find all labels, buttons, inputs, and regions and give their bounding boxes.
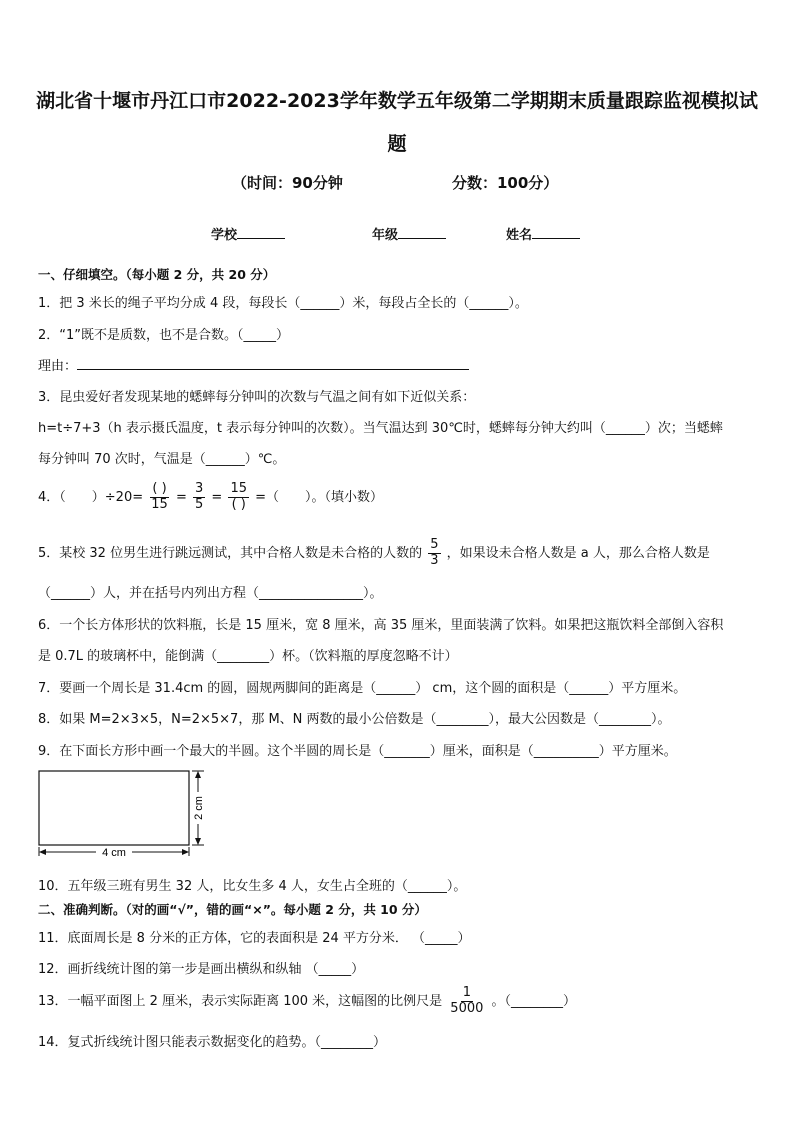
page-title: 湖北省十堰市丹江口市2022-2023学年数学五年级第二学期期末质量跟踪监视模拟试 (36, 90, 758, 112)
question-5-line1: 5．某校 32 位男生进行跳远测试，其中合格人数是未合格的人数的 $\frac{5}{3}$ ，如果设未合格人数是 a 人，那么合格人数是 (38, 537, 710, 568)
page-title-cont: 题 (387, 133, 407, 155)
q4-fraction-3: $\frac{15}{( )}$ (230, 481, 247, 512)
name-field (506, 224, 580, 243)
exam-score: 分数：100分） (452, 174, 559, 192)
question-5-line2: （______）人，并在括号内列出方程（________________）。 (38, 586, 383, 601)
reason-blank[interactable] (77, 355, 469, 370)
section-heading-2: 二、准确判断。（对的画“√”，错的画“×”。每小题 2 分，共 10 分） (38, 902, 427, 917)
question-6-line2: 是 0.7L 的玻璃杯中，能倒满（________）杯。（饮料瓶的厚度忽略不计） (38, 649, 458, 664)
question-3-line3: 每分钟叫 70 次时，气温是（______）℃。 (38, 452, 286, 467)
school-field (211, 224, 285, 243)
q4-equals-2: = (211, 489, 223, 505)
width-label: 4 cm (102, 847, 126, 859)
q4-open: 4．（ (38, 489, 66, 505)
question-8: 8．如果 M=2×3×5，N=2×5×7，那 M、N 两数的最小公倍数是（________），最大公因数是（________）。 (38, 712, 671, 727)
q5-fraction: $\frac{5}{3}$ (430, 537, 439, 568)
rectangle (39, 771, 189, 845)
question-12: 12．画折线统计图的第一步是画出横纵和纵轴 （_____） (38, 962, 365, 977)
question-4 (38, 482, 383, 513)
arrow-right-icon (182, 849, 189, 855)
question-2-reason (38, 355, 469, 374)
q4-fraction-2: $\frac{3}{5}$ (194, 481, 204, 512)
section-heading: 一、仔细填空。（每小题 2 分，共 20 分） (38, 267, 276, 282)
name-label: 姓名 (506, 228, 533, 243)
grade-label: 年级 (372, 228, 399, 243)
arrow-up-icon (195, 771, 201, 778)
grade-blank[interactable] (398, 224, 446, 239)
question-11: 11．底面周长是 8 分米的正方体，它的表面积是 24 平方分米． （_____） (38, 931, 471, 946)
question-13: 13．一幅平面图上 2 厘米，表示实际距离 100 米，这幅图的比例尺是 $\frac{1}{5000}$ 。（________） (38, 985, 577, 1016)
q4-equals: = (175, 489, 187, 505)
q4-equals-3: =（ (255, 489, 280, 505)
question-1: 1．把 3 米长的绳子平均分成 4 段，每段长（______）米，每段占全长的（______）。 (38, 296, 528, 311)
question-14: 14．复式折线统计图只能表示数据变化的趋势。（________） (38, 1035, 387, 1050)
rectangle-figure (34, 766, 214, 862)
arrow-down-icon (195, 838, 201, 845)
question-10: 10．五年级三班有男生 32 人，比女生多 4 人，女生占全班的（______）。 (38, 879, 467, 894)
question-7: 7．要画一个周长是 31.4cm 的圆，圆规两脚间的距离是（______） cm，这个圆的面积是（______）平方厘米。 (38, 681, 687, 696)
question-6-line1: 6．一个长方体形状的饮料瓶，长是 15 厘米，宽 8 厘米，高 35 厘米，里面装满了饮料。如果把这瓶饮料全部倒入容积 (38, 618, 724, 633)
height-label: 2 cm (193, 796, 205, 820)
reason-label: 理由： (38, 359, 78, 374)
q13-fraction: $\frac{1}{5000}$ (450, 985, 484, 1016)
question-2: 2．“1”既不是质数，也不是合数。（_____） (38, 328, 290, 343)
q4-end: ）。（填小数） (305, 489, 384, 505)
exam-time: （时间：90分钟 (232, 174, 343, 192)
question-9: 9．在下面长方形中画一个最大的半圆。这个半圆的周长是（_______）厘米，面积是（__________）平方厘米。 (38, 744, 677, 759)
q4-divide: ）÷20= (91, 489, 144, 505)
school-label: 学校 (211, 228, 238, 243)
question-3-line1: 3．昆虫爱好者发现某地的蟋蟀每分钟叫的次数与气温之间有如下近似关系： (38, 390, 476, 405)
name-blank[interactable] (532, 224, 580, 239)
question-3-line2: h=t÷7+3（h 表示摄氏温度，t 表示每分钟叫的次数）。当气温达到 30℃时，蟋蟀每分钟大约叫（______）次；当蟋蟀 (38, 421, 723, 436)
arrow-left-icon (39, 849, 46, 855)
grade-field (372, 224, 446, 243)
school-blank[interactable] (237, 224, 285, 239)
q4-fraction-1: $\frac{( )}{15}$ (151, 481, 168, 512)
